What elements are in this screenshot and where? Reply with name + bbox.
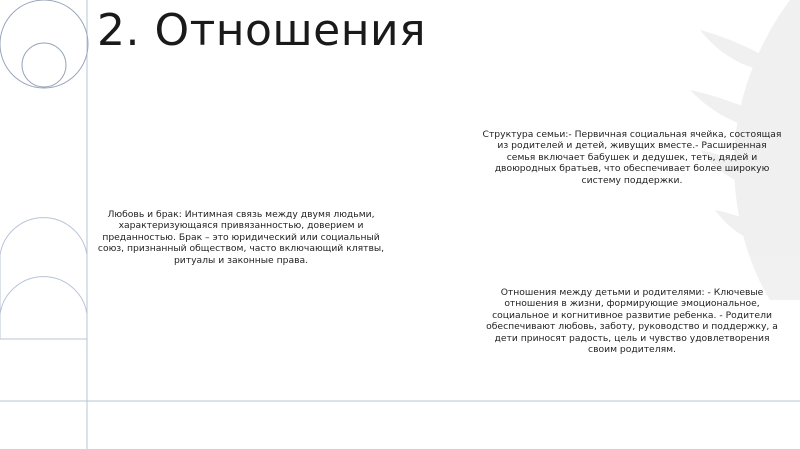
text-block-love-marriage: Любовь и брак: Интимная связь между двумя людьми, характеризующаяся привязанностью, доверием и преданностью. Брак – это юридический или социальный союз, признанный обществом, часто включающий клятвы, ритуалы и законные права. (97, 209, 385, 266)
slide-title: 2. Отношения (97, 5, 427, 56)
circle-ornament (0, 0, 88, 88)
text-block-parents-children: Отношения между детьми и родителями: - Ключевые отношения в жизни, формирующие эмоциональное, социальное и когнитивное развитие ребенка. - Родители обеспечивают любовь, заботу, руководство и поддержку, а дети приносят радость, цель и чувство удовлетворения своим родителям. (486, 287, 778, 356)
text-block-family-structure: Структура семьи:- Первичная социальная ячейка, состоящая из родителей и детей, живущих вместе.- Расширенная семья включает бабушек и дедушек, теть, дядей и двоюродных братьев, что обеспечивает более широкую систему поддержки. (482, 129, 782, 186)
arch-ornament (0, 218, 87, 339)
